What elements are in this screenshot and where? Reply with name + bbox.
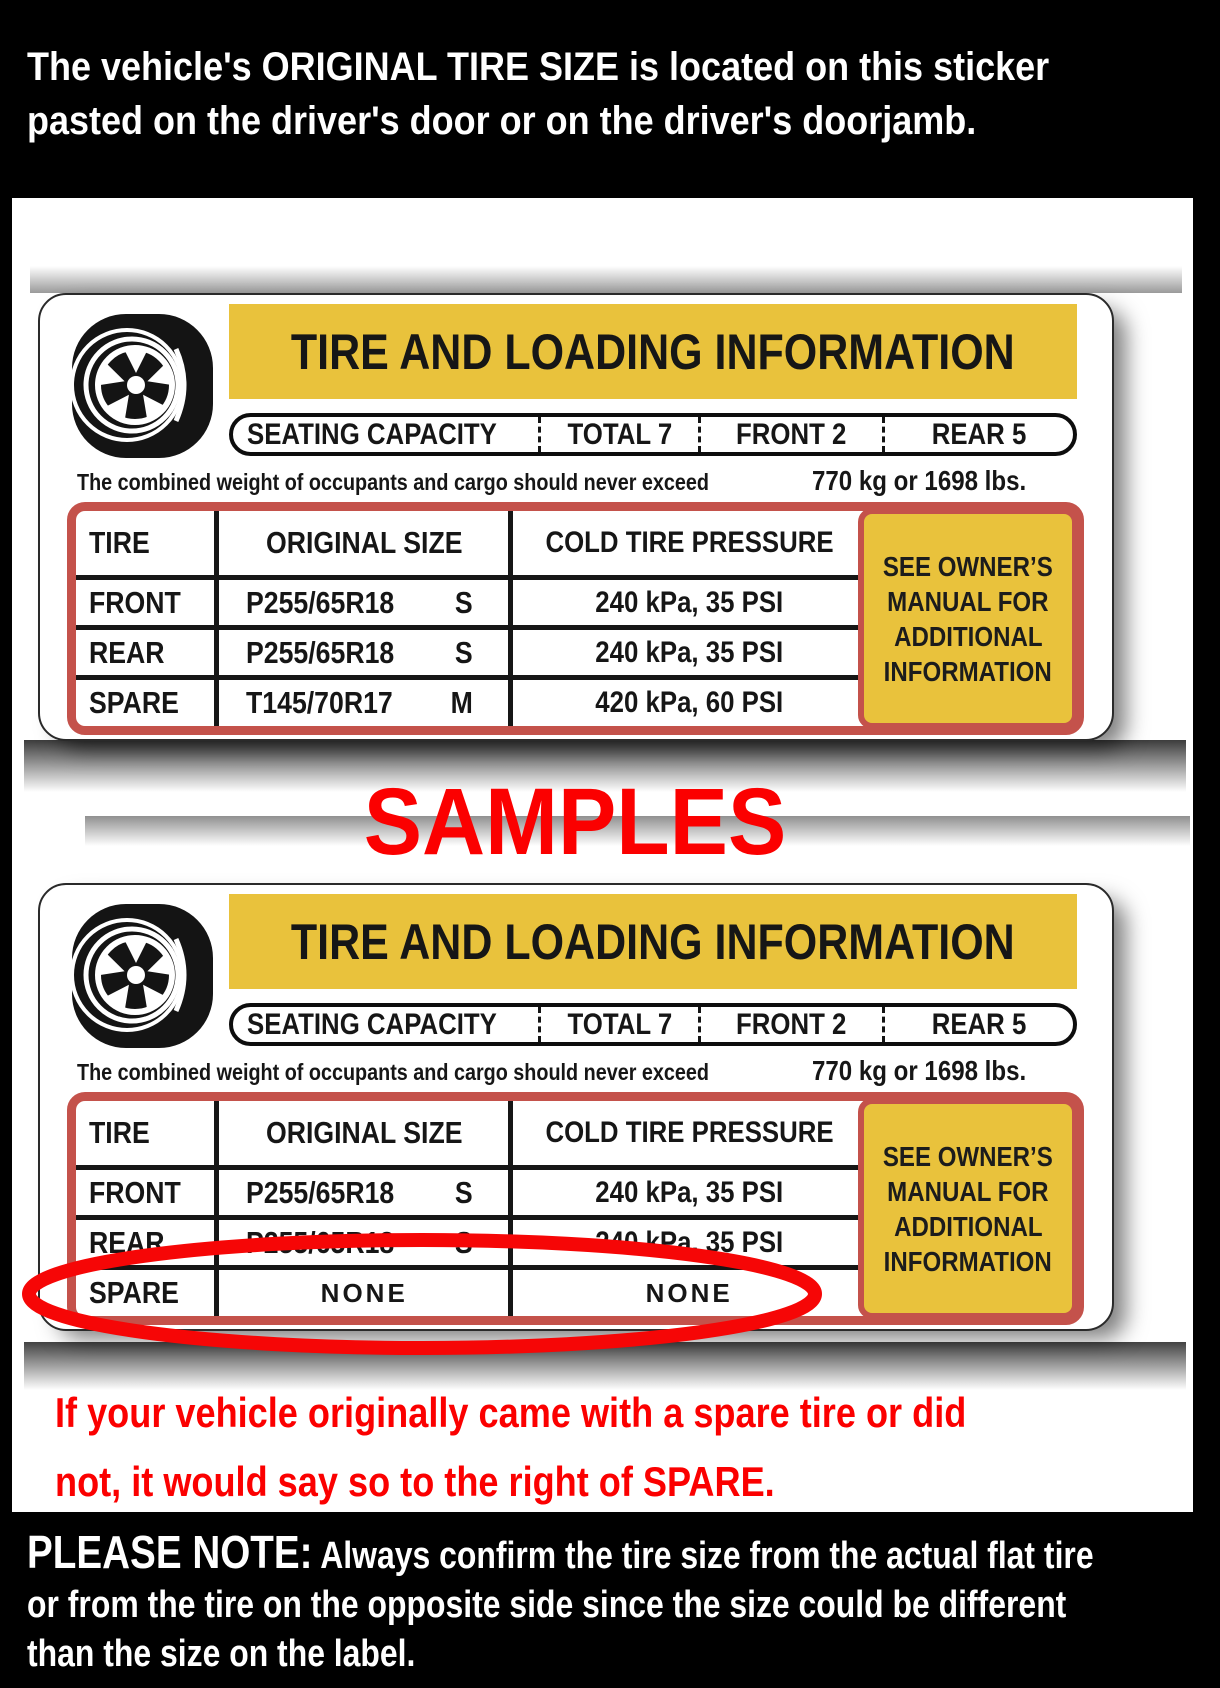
spare-explanation-line2: not, it would say so to the right of SPARE. [55, 1458, 775, 1505]
sticker1-title: TIRE AND LOADING INFORMATION [291, 323, 1015, 380]
spare-pressure-none: NONE [645, 1277, 733, 1308]
owners-manual-note [858, 1098, 1078, 1319]
spare-row-highlight-ellipse [15, 1232, 833, 1360]
col-header-size: ORIGINAL SIZE [265, 525, 463, 560]
spare-size-none: NONE [320, 1277, 408, 1308]
seating-front: FRONT 2 [736, 1007, 847, 1041]
seating-total: TOTAL 7 [567, 1007, 672, 1041]
row-size: P255/65R18 [246, 634, 395, 670]
sticker2-weight-line [77, 1055, 1087, 1087]
owners-manual-note-line: SEE OWNER’S [883, 550, 1053, 582]
tire-icon [70, 899, 216, 1051]
weight-value: 770 kg or 1698 lbs. [811, 465, 1027, 496]
tire-icon [70, 309, 216, 461]
owners-manual-note-line: INFORMATION [883, 1245, 1053, 1277]
col-header-pressure: COLD TIRE PRESSURE [545, 526, 834, 559]
row-pressure: 240 kPa, 35 PSI [595, 585, 784, 619]
row-load-index: S [454, 1174, 473, 1210]
please-note-line3: than the size on the label. [27, 1633, 416, 1675]
please-note [27, 1528, 1220, 1679]
owners-manual-note [858, 508, 1078, 729]
row-pressure: 240 kPa, 35 PSI [595, 1175, 784, 1209]
table-divider [76, 575, 863, 580]
please-note-line1 [27, 1528, 1094, 1581]
row-size: P255/65R18 [246, 1174, 395, 1210]
please-note-label: PLEASE NOTE: [27, 1526, 313, 1578]
row-label: SPARE [89, 1275, 179, 1310]
row-load-index: M [450, 685, 473, 720]
col-header-pressure: COLD TIRE PRESSURE [545, 1116, 834, 1149]
sticker1-title-bar [229, 304, 1077, 399]
top-instruction [27, 40, 1163, 148]
please-note-line2: or from the tire on the opposite side since the size could be different [27, 1584, 1067, 1626]
table-divider [76, 625, 863, 630]
row-label: SPARE [89, 685, 179, 720]
seating-total: TOTAL 7 [567, 417, 672, 451]
sticker1-tire-table [67, 502, 1084, 735]
row-load-index: S [454, 584, 473, 620]
owners-manual-note-line: MANUAL FOR [887, 585, 1049, 617]
row-pressure: 420 kPa, 60 PSI [595, 686, 784, 719]
col-header-tire: TIRE [89, 1115, 150, 1150]
owners-manual-note-line: ADDITIONAL [893, 1210, 1043, 1242]
shadow-band-above-sticker1 [30, 266, 1182, 293]
top-instruction-line1: The vehicle's ORIGINAL TIRE SIZE is located on this sticker [27, 45, 1050, 89]
row-load-index: S [454, 1224, 473, 1260]
table-divider [214, 511, 219, 726]
col-header-tire: TIRE [89, 525, 150, 560]
sticker1-weight-line [77, 465, 1087, 497]
table-row-spare [76, 680, 863, 726]
table-row-front [76, 580, 863, 625]
col-header-size: ORIGINAL SIZE [265, 1115, 463, 1150]
table-divider [76, 1165, 863, 1170]
seating-capacity-label: SEATING CAPACITY [247, 1007, 497, 1041]
sticker2-title: TIRE AND LOADING INFORMATION [291, 913, 1015, 970]
please-note-line1-text: Always confirm the tire size from the actual flat tire [312, 1535, 1094, 1577]
seating-capacity-label: SEATING CAPACITY [247, 417, 497, 451]
tire-loading-sticker-1 [38, 293, 1114, 741]
row-size: P255/65R18 [246, 1224, 395, 1260]
table-divider [508, 511, 513, 726]
row-load-index: S [454, 634, 473, 670]
table-row-front [76, 1170, 863, 1215]
sticker2-seating-row [229, 1003, 1077, 1046]
row-size: P255/65R18 [246, 584, 395, 620]
owners-manual-note-line: INFORMATION [883, 655, 1053, 687]
weight-text: The combined weight of occupants and cargo should never exceed [77, 1059, 709, 1085]
spare-explanation-line1: If your vehicle originally came with a spare tire or did [55, 1389, 967, 1436]
seating-front: FRONT 2 [736, 417, 847, 451]
sticker2-title-bar [229, 894, 1077, 989]
table-divider [76, 1215, 863, 1220]
weight-text: The combined weight of occupants and cargo should never exceed [77, 469, 709, 495]
row-label: FRONT [89, 1174, 181, 1210]
row-label: FRONT [89, 584, 181, 620]
table-divider [76, 675, 863, 680]
owners-manual-note-line: MANUAL FOR [887, 1175, 1049, 1207]
row-size: T145/70R17 [246, 685, 393, 720]
samples-caption: SAMPLES [363, 769, 787, 875]
seating-rear: REAR 5 [931, 417, 1027, 451]
seating-rear: REAR 5 [931, 1007, 1027, 1041]
owners-manual-note-line: SEE OWNER’S [883, 1140, 1053, 1172]
row-label: REAR [89, 634, 165, 670]
sticker1-seating-row [229, 413, 1077, 456]
spare-explanation [55, 1378, 1115, 1516]
weight-value: 770 kg or 1698 lbs. [811, 1055, 1027, 1086]
row-pressure: 240 kPa, 35 PSI [595, 1225, 784, 1259]
row-label: REAR [89, 1224, 165, 1260]
table-row-rear [76, 630, 863, 675]
top-instruction-line2: pasted on the driver's door or on the driver's doorjamb. [27, 99, 977, 143]
owners-manual-note-line: ADDITIONAL [893, 620, 1043, 652]
row-pressure: 240 kPa, 35 PSI [595, 635, 784, 669]
